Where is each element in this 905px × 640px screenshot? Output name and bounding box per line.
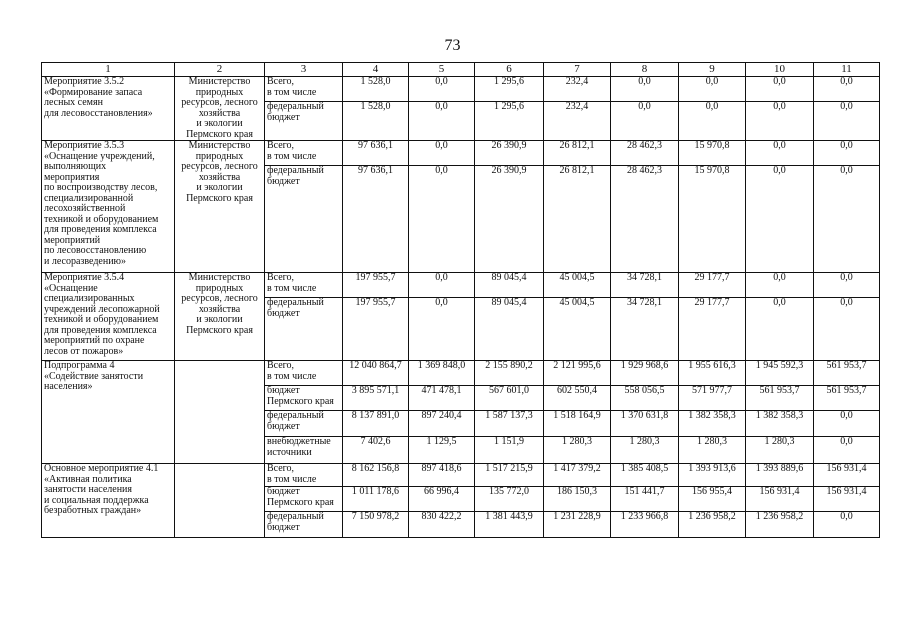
value-cell: 561 953,7 — [814, 386, 880, 411]
activity-name-cell: Основное мероприятие 4.1 «Активная политика занятости населения и социальная поддержка безработных граждан» — [42, 464, 175, 538]
value-cell: 26 812,1 — [544, 166, 611, 273]
value-cell: 0,0 — [611, 77, 679, 102]
funding-source-cell: федеральный бюджет — [265, 411, 343, 437]
value-cell: 1 929 968,6 — [611, 361, 679, 386]
value-cell: 561 953,7 — [814, 361, 880, 386]
funding-source-cell: Всего, в том числе — [265, 77, 343, 102]
activity-name-cell: Мероприятие 3.5.4 «Оснащение специализированных учреждений лесопожарной техникой и оборудованием для проведения комплекса мероприятий по охране лесов от пожаров» — [42, 273, 175, 361]
value-cell: 1 517 215,9 — [475, 464, 544, 487]
value-cell: 1 393 913,6 — [679, 464, 746, 487]
value-cell: 0,0 — [746, 298, 814, 361]
responsible-cell: Министерство природных ресурсов, лесного хозяйства и экологии Пермского края — [175, 77, 265, 141]
value-cell: 0,0 — [746, 77, 814, 102]
value-cell: 1 236 958,2 — [746, 512, 814, 538]
value-cell: 1 151,9 — [475, 437, 544, 464]
value-cell: 156 931,4 — [814, 464, 880, 487]
value-cell: 28 462,3 — [611, 166, 679, 273]
value-cell: 232,4 — [544, 77, 611, 102]
value-cell: 0,0 — [814, 166, 880, 273]
responsible-cell — [175, 361, 265, 464]
value-cell: 0,0 — [814, 512, 880, 538]
value-cell: 1 280,3 — [679, 437, 746, 464]
value-cell: 1 528,0 — [343, 102, 409, 141]
column-header: 8 — [611, 63, 679, 77]
value-cell: 1 528,0 — [343, 77, 409, 102]
value-cell: 0,0 — [409, 298, 475, 361]
activity-name-cell: Мероприятие 3.5.2 «Формирование запаса лесных семян для лесовосстановления» — [42, 77, 175, 141]
value-cell: 7 402,6 — [343, 437, 409, 464]
value-cell: 66 996,4 — [409, 487, 475, 512]
funding-source-cell: федеральный бюджет — [265, 298, 343, 361]
value-cell: 1 129,5 — [409, 437, 475, 464]
value-cell: 471 478,1 — [409, 386, 475, 411]
value-cell: 1 233 966,8 — [611, 512, 679, 538]
column-header: 9 — [679, 63, 746, 77]
value-cell: 0,0 — [679, 102, 746, 141]
value-cell: 12 040 864,7 — [343, 361, 409, 386]
value-cell: 1 382 358,3 — [679, 411, 746, 437]
value-cell: 3 895 571,1 — [343, 386, 409, 411]
column-header: 7 — [544, 63, 611, 77]
value-cell: 0,0 — [409, 166, 475, 273]
page-number: 73 — [444, 37, 461, 54]
value-cell: 0,0 — [746, 273, 814, 298]
funding-source-cell: внебюджетные источники — [265, 437, 343, 464]
value-cell: 0,0 — [746, 141, 814, 166]
value-cell: 0,0 — [409, 273, 475, 298]
funding-source-cell: Всего, в том числе — [265, 361, 343, 386]
column-header: 2 — [175, 63, 265, 77]
value-cell: 26 390,9 — [475, 166, 544, 273]
value-cell: 29 177,7 — [679, 273, 746, 298]
value-cell: 7 150 978,2 — [343, 512, 409, 538]
value-cell: 135 772,0 — [475, 487, 544, 512]
value-cell: 571 977,7 — [679, 386, 746, 411]
value-cell: 26 812,1 — [544, 141, 611, 166]
value-cell: 156 955,4 — [679, 487, 746, 512]
value-cell: 897 240,4 — [409, 411, 475, 437]
value-cell: 8 162 156,8 — [343, 464, 409, 487]
value-cell: 2 155 890,2 — [475, 361, 544, 386]
value-cell: 1 393 889,6 — [746, 464, 814, 487]
value-cell: 602 550,4 — [544, 386, 611, 411]
value-cell: 1 295,6 — [475, 77, 544, 102]
value-cell: 558 056,5 — [611, 386, 679, 411]
value-cell: 1 369 848,0 — [409, 361, 475, 386]
value-cell: 1 011 178,6 — [343, 487, 409, 512]
value-cell: 0,0 — [679, 77, 746, 102]
header-row — [42, 63, 880, 77]
column-header: 6 — [475, 63, 544, 77]
column-header: 10 — [746, 63, 814, 77]
responsible-cell: Министерство природных ресурсов, лесного хозяйства и экологии Пермского края — [175, 273, 265, 361]
value-cell: 1 280,3 — [544, 437, 611, 464]
value-cell: 2 121 995,6 — [544, 361, 611, 386]
value-cell: 15 970,8 — [679, 166, 746, 273]
funding-source-cell: бюджет Пермского края — [265, 487, 343, 512]
value-cell: 561 953,7 — [746, 386, 814, 411]
value-cell: 97 636,1 — [343, 141, 409, 166]
value-cell: 34 728,1 — [611, 298, 679, 361]
funding-source-cell: федеральный бюджет — [265, 102, 343, 141]
table-row — [42, 361, 880, 386]
funding-source-cell: Всего, в том числе — [265, 464, 343, 487]
value-cell: 0,0 — [814, 102, 880, 141]
table-row — [42, 141, 880, 166]
value-cell: 29 177,7 — [679, 298, 746, 361]
budget-table — [41, 62, 880, 538]
value-cell: 0,0 — [814, 141, 880, 166]
column-header: 11 — [814, 63, 880, 77]
value-cell: 232,4 — [544, 102, 611, 141]
value-cell: 156 931,4 — [746, 487, 814, 512]
value-cell: 151 441,7 — [611, 487, 679, 512]
value-cell: 1 587 137,3 — [475, 411, 544, 437]
value-cell: 45 004,5 — [544, 298, 611, 361]
value-cell: 15 970,8 — [679, 141, 746, 166]
column-header: 4 — [343, 63, 409, 77]
activity-name-cell: Мероприятие 3.5.3 «Оснащение учреждений, выполняющих мероприятия по воспроизводству лесов, специализированной лесохозяйственной техникой и оборудованием для проведения комплекса мероприятий по лесовосстановлению и лесоразведению» — [42, 141, 175, 273]
value-cell: 0,0 — [814, 411, 880, 437]
value-cell: 1 955 616,3 — [679, 361, 746, 386]
value-cell: 1 370 631,8 — [611, 411, 679, 437]
value-cell: 0,0 — [746, 166, 814, 273]
value-cell: 1 381 443,9 — [475, 512, 544, 538]
responsible-cell — [175, 464, 265, 538]
value-cell: 0,0 — [409, 141, 475, 166]
value-cell: 0,0 — [814, 298, 880, 361]
value-cell: 0,0 — [814, 437, 880, 464]
value-cell: 197 955,7 — [343, 273, 409, 298]
value-cell: 830 422,2 — [409, 512, 475, 538]
value-cell: 567 601,0 — [475, 386, 544, 411]
value-cell: 89 045,4 — [475, 298, 544, 361]
value-cell: 0,0 — [611, 102, 679, 141]
value-cell: 1 385 408,5 — [611, 464, 679, 487]
value-cell: 34 728,1 — [611, 273, 679, 298]
funding-source-cell: федеральный бюджет — [265, 166, 343, 273]
value-cell: 1 295,6 — [475, 102, 544, 141]
column-header: 5 — [409, 63, 475, 77]
value-cell: 1 417 379,2 — [544, 464, 611, 487]
responsible-cell: Министерство природных ресурсов, лесного хозяйства и экологии Пермского края — [175, 141, 265, 273]
value-cell: 0,0 — [814, 77, 880, 102]
value-cell: 1 280,3 — [611, 437, 679, 464]
value-cell: 197 955,7 — [343, 298, 409, 361]
column-header: 3 — [265, 63, 343, 77]
value-cell: 0,0 — [746, 102, 814, 141]
value-cell: 186 150,3 — [544, 487, 611, 512]
value-cell: 0,0 — [409, 102, 475, 141]
value-cell: 156 931,4 — [814, 487, 880, 512]
funding-source-cell: Всего, в том числе — [265, 141, 343, 166]
value-cell: 1 945 592,3 — [746, 361, 814, 386]
table-row — [42, 464, 880, 487]
value-cell: 45 004,5 — [544, 273, 611, 298]
value-cell: 1 382 358,3 — [746, 411, 814, 437]
value-cell: 0,0 — [814, 273, 880, 298]
value-cell: 0,0 — [409, 77, 475, 102]
activity-name-cell: Подпрограмма 4 «Содействие занятости населения» — [42, 361, 175, 464]
value-cell: 1 236 958,2 — [679, 512, 746, 538]
value-cell: 897 418,6 — [409, 464, 475, 487]
table-row — [42, 77, 880, 102]
value-cell: 1 518 164,9 — [544, 411, 611, 437]
value-cell: 89 045,4 — [475, 273, 544, 298]
value-cell: 28 462,3 — [611, 141, 679, 166]
funding-source-cell: Всего, в том числе — [265, 273, 343, 298]
funding-source-cell: бюджет Пермского края — [265, 386, 343, 411]
column-header: 1 — [42, 63, 175, 77]
value-cell: 97 636,1 — [343, 166, 409, 273]
value-cell: 1 280,3 — [746, 437, 814, 464]
value-cell: 26 390,9 — [475, 141, 544, 166]
value-cell: 8 137 891,0 — [343, 411, 409, 437]
funding-source-cell: федеральный бюджет — [265, 512, 343, 538]
value-cell: 1 231 228,9 — [544, 512, 611, 538]
table-row — [42, 273, 880, 298]
